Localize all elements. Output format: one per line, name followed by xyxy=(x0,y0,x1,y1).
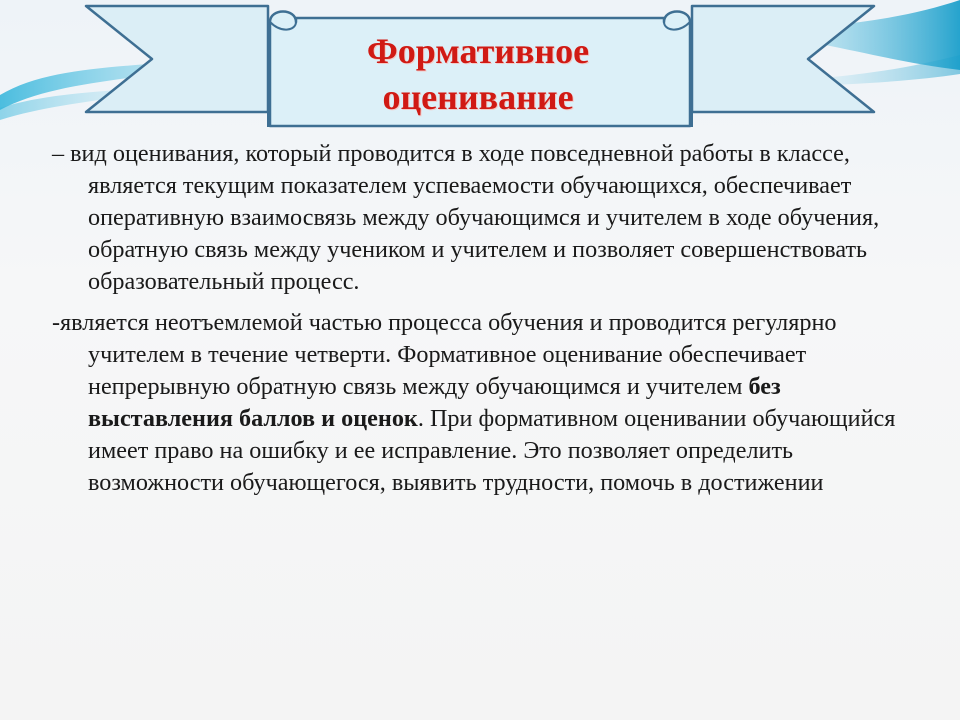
ribbon-left-tail xyxy=(86,6,268,112)
paragraph-2-text-start: -является неотъемлемой частью процесса обучения и проводится регулярно учителем в течение четверти. Формативное оценивание обеспечивает непрерывную обратную связь между обучающимся и учителем xyxy=(52,309,837,400)
paragraph-2-bold-phrase: без выставления баллов и оценок xyxy=(88,373,781,432)
title-line-1: Формативное xyxy=(366,31,590,71)
title-line-2: оценивание xyxy=(382,77,574,117)
slide-body xyxy=(52,138,912,508)
paragraph-definition: – вид оценивания, который проводится в ходе повседневной работы в классе, является текущим показателем успеваемости обучающихся, обеспечивает оперативную взаимосвязь между обучающимся и учителем в ходе обучения, обратную связь между учеником и учителем и позволяет совершенствовать образовательный процесс. xyxy=(52,140,880,295)
ribbon-right-tail xyxy=(692,6,874,112)
paragraph-description xyxy=(52,307,912,499)
slide-title xyxy=(292,28,664,120)
paragraph-2-text-end: . При формативном оценивании обучающийся имеет право на ошибку и ее исправление. Это позволяет определить возможности обучающегося, выявить трудности, помочь в достижении xyxy=(88,405,896,496)
